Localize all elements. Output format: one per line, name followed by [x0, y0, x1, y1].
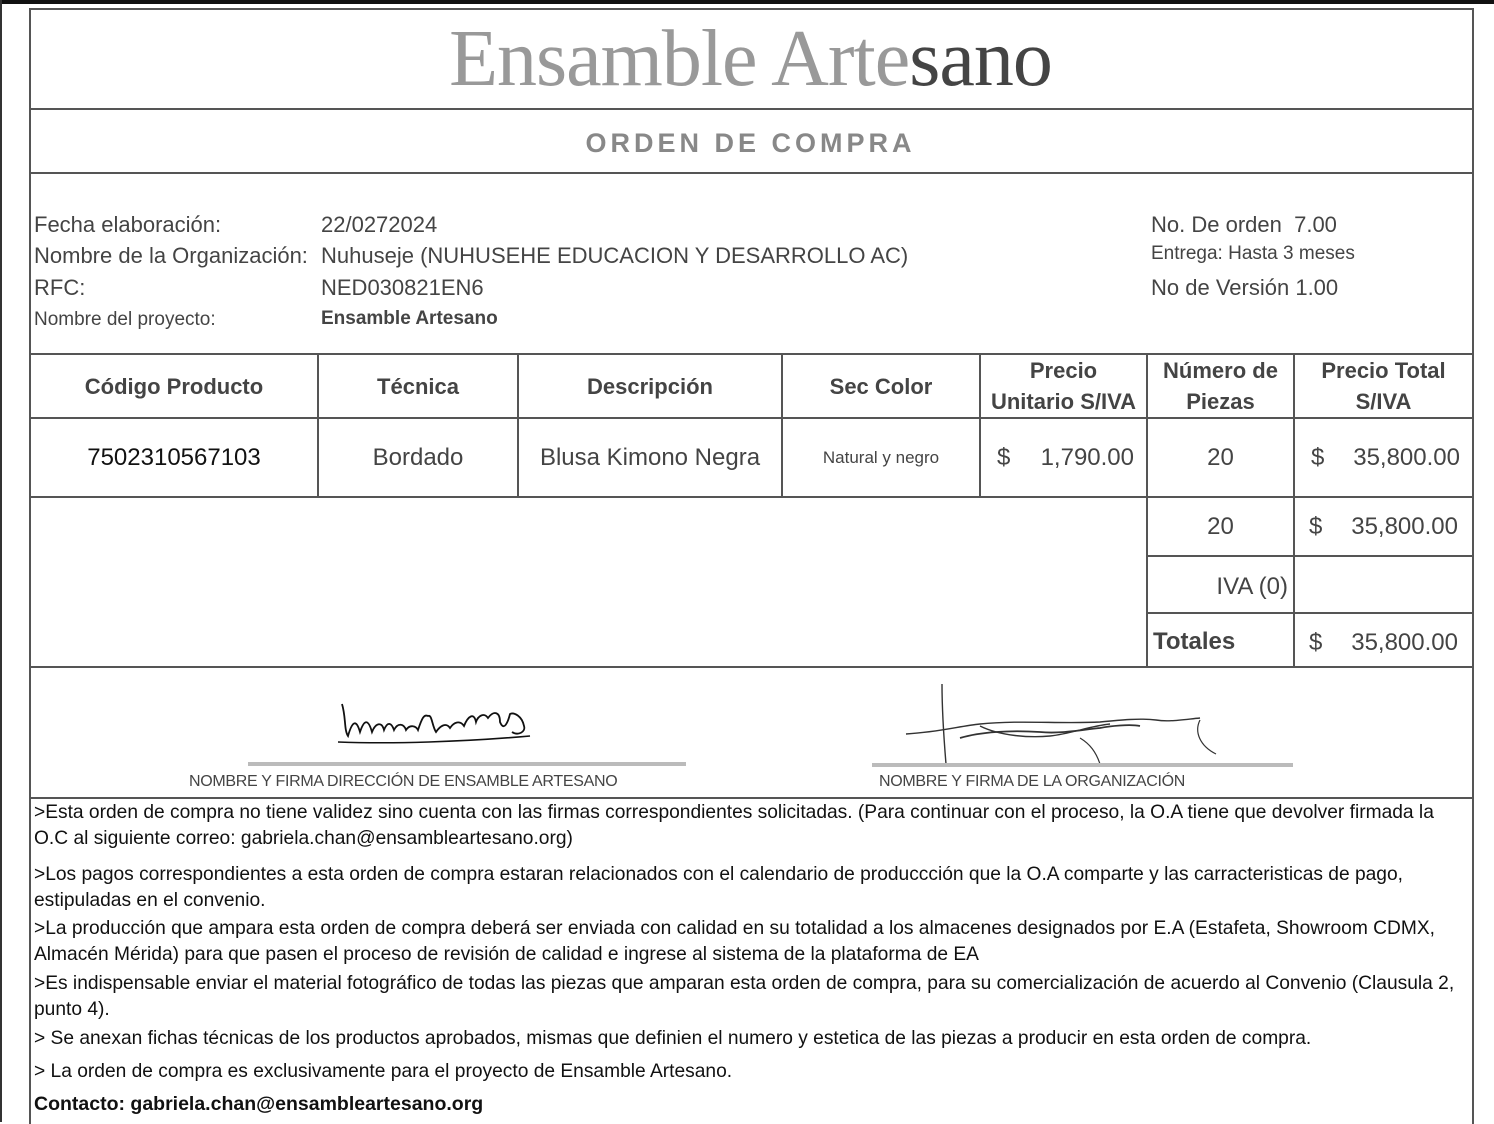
- header-piezas-line2: Piezas: [1186, 389, 1255, 414]
- document-title: ORDEN DE COMPRA: [585, 128, 916, 158]
- fecha-label: Fecha elaboración:: [34, 212, 222, 237]
- note-item: >Es indispensable enviar el material fotográfico de todas las piezas que amparan esta orden de compra, para su comercialización de acuerdo al Convenio (Clausula 2, punto 4).: [34, 973, 1455, 1020]
- note-item: >La producción que ampara esta orden de compra deberá ser enviada con calidad en su totalidad a los almacenes designados por E.A (Estafeta, Showroom CDMX, Almacén Mérida) para que pasen el proceso de revisión de calidad e ingrese al sistema de la plataforma de EA: [34, 918, 1435, 965]
- header-descripcion: Descripción: [518, 354, 782, 418]
- table-row: [30, 418, 1473, 497]
- top-edge: [0, 0, 1494, 4]
- total-currency: $: [1309, 629, 1323, 656]
- rfc-label: RFC:: [34, 275, 86, 300]
- cell-color: Natural y negro: [782, 418, 980, 497]
- header-piezas-line1: Número de: [1163, 358, 1278, 383]
- signature-label-right: NOMBRE Y FIRMA DE LA ORGANIZACIÓN: [879, 773, 1186, 790]
- header-piezas: [1147, 354, 1294, 418]
- signature-organizacion: [900, 680, 1220, 770]
- org-value: Nuhuseje (NUHUSEHE EDUCACION Y DESARROLLO AC): [321, 243, 909, 268]
- contact-email: Contacto: gabriela.chan@ensambleartesano.org: [34, 1093, 484, 1115]
- header-precio-line2: Unitario S/IVA: [990, 389, 1137, 414]
- totales-label: Totales: [1153, 628, 1236, 655]
- entrega-text: Entrega: Hasta 3 meses: [1151, 243, 1355, 264]
- signature-direccion: [332, 692, 537, 752]
- header-total: [1294, 354, 1473, 418]
- header-tecnica: Técnica: [318, 354, 518, 418]
- note-item: > Se anexan fichas técnicas de los productos aprobados, mismas que definien el numero y estetica de las piezas a producir en esta orden de compra.: [34, 1028, 1312, 1049]
- left-edge: [0, 0, 2, 1122]
- subtotal-piezas: 20: [1207, 513, 1234, 540]
- header-codigo: Código Producto: [30, 354, 318, 418]
- note-item: >Esta orden de compra no tiene validez sino cuenta con las firmas correspondientes solicitadas. (Para continuar con el proceso, la O.A tiene que devolver firmada la O.C al siguiente correo: gabriela.chan@ensambleartesano.org): [34, 802, 1434, 849]
- subtotal-value: 35,800.00: [1351, 513, 1458, 540]
- table-header-row: [30, 354, 1473, 418]
- header-total-line1: Precio Total: [1321, 358, 1446, 383]
- cell-tecnica: Bordado: [318, 418, 518, 497]
- header-total-line2: S/IVA: [1355, 389, 1412, 414]
- total-value: 35,800.00: [1353, 443, 1460, 471]
- proyecto-label: Nombre del proyecto:: [34, 309, 216, 330]
- version-value: 1.00: [1295, 275, 1339, 300]
- version-number: [1151, 275, 1338, 301]
- items-table: [29, 353, 1474, 498]
- signature-line-left: [248, 762, 686, 766]
- cell-descripcion: Blusa Kimono Negra: [518, 418, 782, 497]
- signature-label-left: NOMBRE Y FIRMA DIRECCIÓN DE ENSAMBLE ARTESANO: [189, 773, 618, 790]
- divider: [29, 797, 1472, 799]
- note-item: > La orden de compra es exclusivamente para el proyecto de Ensamble Artesano.: [34, 1061, 733, 1082]
- totals-divider: [1293, 494, 1295, 668]
- version-label: No de Versión: [1151, 275, 1290, 300]
- total-currency: $: [1311, 443, 1325, 471]
- cell-total: [1294, 418, 1473, 497]
- cell-codigo: 7502310567103: [30, 418, 318, 497]
- header-color: Sec Color: [782, 354, 980, 418]
- cell-piezas: 20: [1147, 418, 1294, 497]
- fecha-value: 22/0272024: [321, 212, 438, 237]
- signature-line-right: [872, 763, 1293, 767]
- totals-rule: [1146, 612, 1472, 614]
- orden-number: [1151, 212, 1337, 238]
- iva-label: IVA (0): [1216, 573, 1288, 600]
- subtotal-currency: $: [1309, 513, 1323, 540]
- logo-dark-text: sano: [909, 15, 1052, 103]
- rfc-value: NED030821EN6: [321, 275, 484, 300]
- total-value: 35,800.00: [1351, 629, 1458, 656]
- divider: [29, 666, 1472, 668]
- proyecto-value: Ensamble Artesano: [321, 308, 498, 329]
- precio-value: 1,790.00: [1040, 443, 1134, 471]
- header-precio-line1: Precio: [1029, 358, 1098, 383]
- header-precio: [980, 354, 1147, 418]
- divider: [29, 172, 1472, 174]
- totals-rule: [1146, 555, 1472, 557]
- cell-precio: [980, 418, 1147, 497]
- precio-currency: $: [997, 443, 1011, 471]
- brand-logo: [29, 14, 1472, 104]
- divider: [29, 108, 1472, 110]
- org-label: Nombre de la Organización:: [34, 243, 308, 268]
- orden-value: 7.00: [1294, 212, 1337, 237]
- note-item: >Los pagos correspondientes a esta orden de compra estaran relacionados con el calendario de produccción que la O.A comparte y las carracteristicas de pago, estipuladas en el convenio.: [34, 864, 1403, 911]
- logo-light-text: Ensamble Arte: [449, 15, 910, 103]
- orden-label: No. De orden: [1151, 212, 1282, 237]
